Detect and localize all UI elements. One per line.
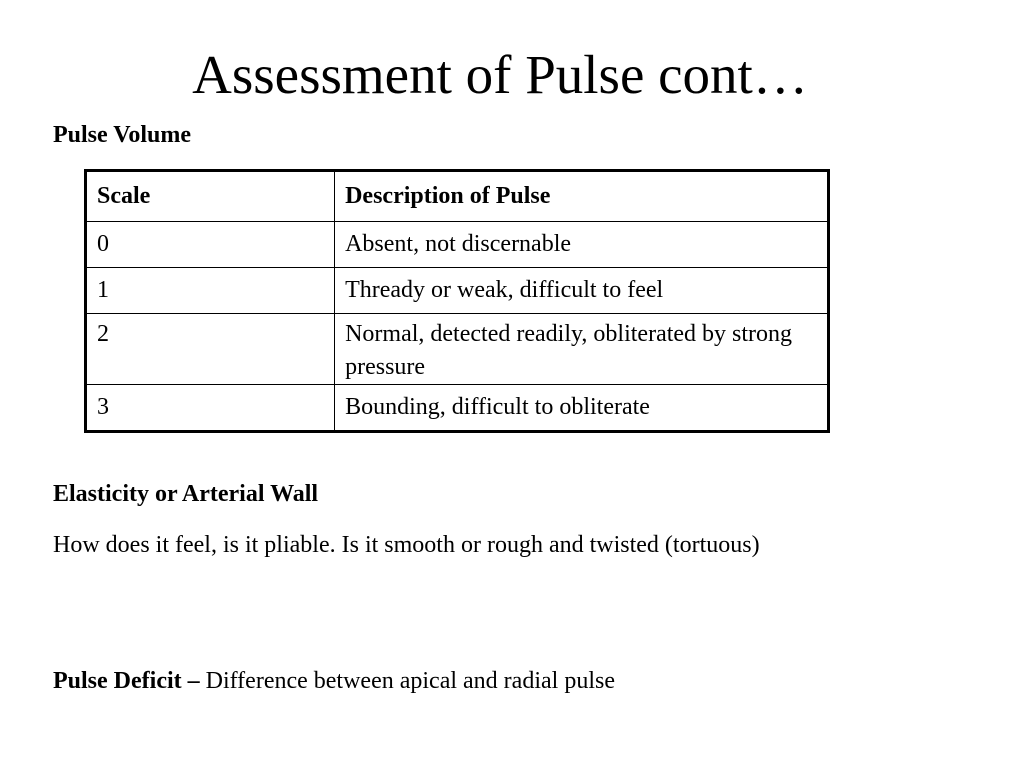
slide-title: Assessment of Pulse cont… <box>192 44 808 105</box>
description-cell: Normal, detected readily, obliterated by strong pressure <box>335 314 829 385</box>
pulse-deficit-definition: Difference between apical and radial pulse <box>199 668 615 694</box>
scale-cell: 0 <box>86 222 335 268</box>
description-cell: Bounding, difficult to obliterate <box>335 385 829 432</box>
table-header-row <box>86 171 829 222</box>
table-row <box>86 268 829 314</box>
scale-cell: 1 <box>86 268 335 314</box>
header-scale: Scale <box>86 171 335 222</box>
pulse-deficit-line <box>53 665 813 698</box>
pulse-deficit-term: Pulse Deficit – <box>53 668 200 694</box>
table-row <box>86 314 829 385</box>
table-row <box>86 222 829 268</box>
description-cell: Absent, not discernable <box>335 222 829 268</box>
pulse-volume-heading: Pulse Volume <box>53 122 192 148</box>
table-row <box>86 385 829 432</box>
description-cell: Thready or weak, difficult to feel <box>335 268 829 314</box>
scale-cell: 3 <box>86 385 335 432</box>
elasticity-description: How does it feel, is it pliable. Is it smooth or rough and twisted (tortuous) <box>53 532 760 558</box>
header-description: Description of Pulse <box>335 171 829 222</box>
scale-cell: 2 <box>86 314 335 385</box>
pulse-volume-table <box>84 169 830 433</box>
elasticity-heading: Elasticity or Arterial Wall <box>53 481 319 507</box>
